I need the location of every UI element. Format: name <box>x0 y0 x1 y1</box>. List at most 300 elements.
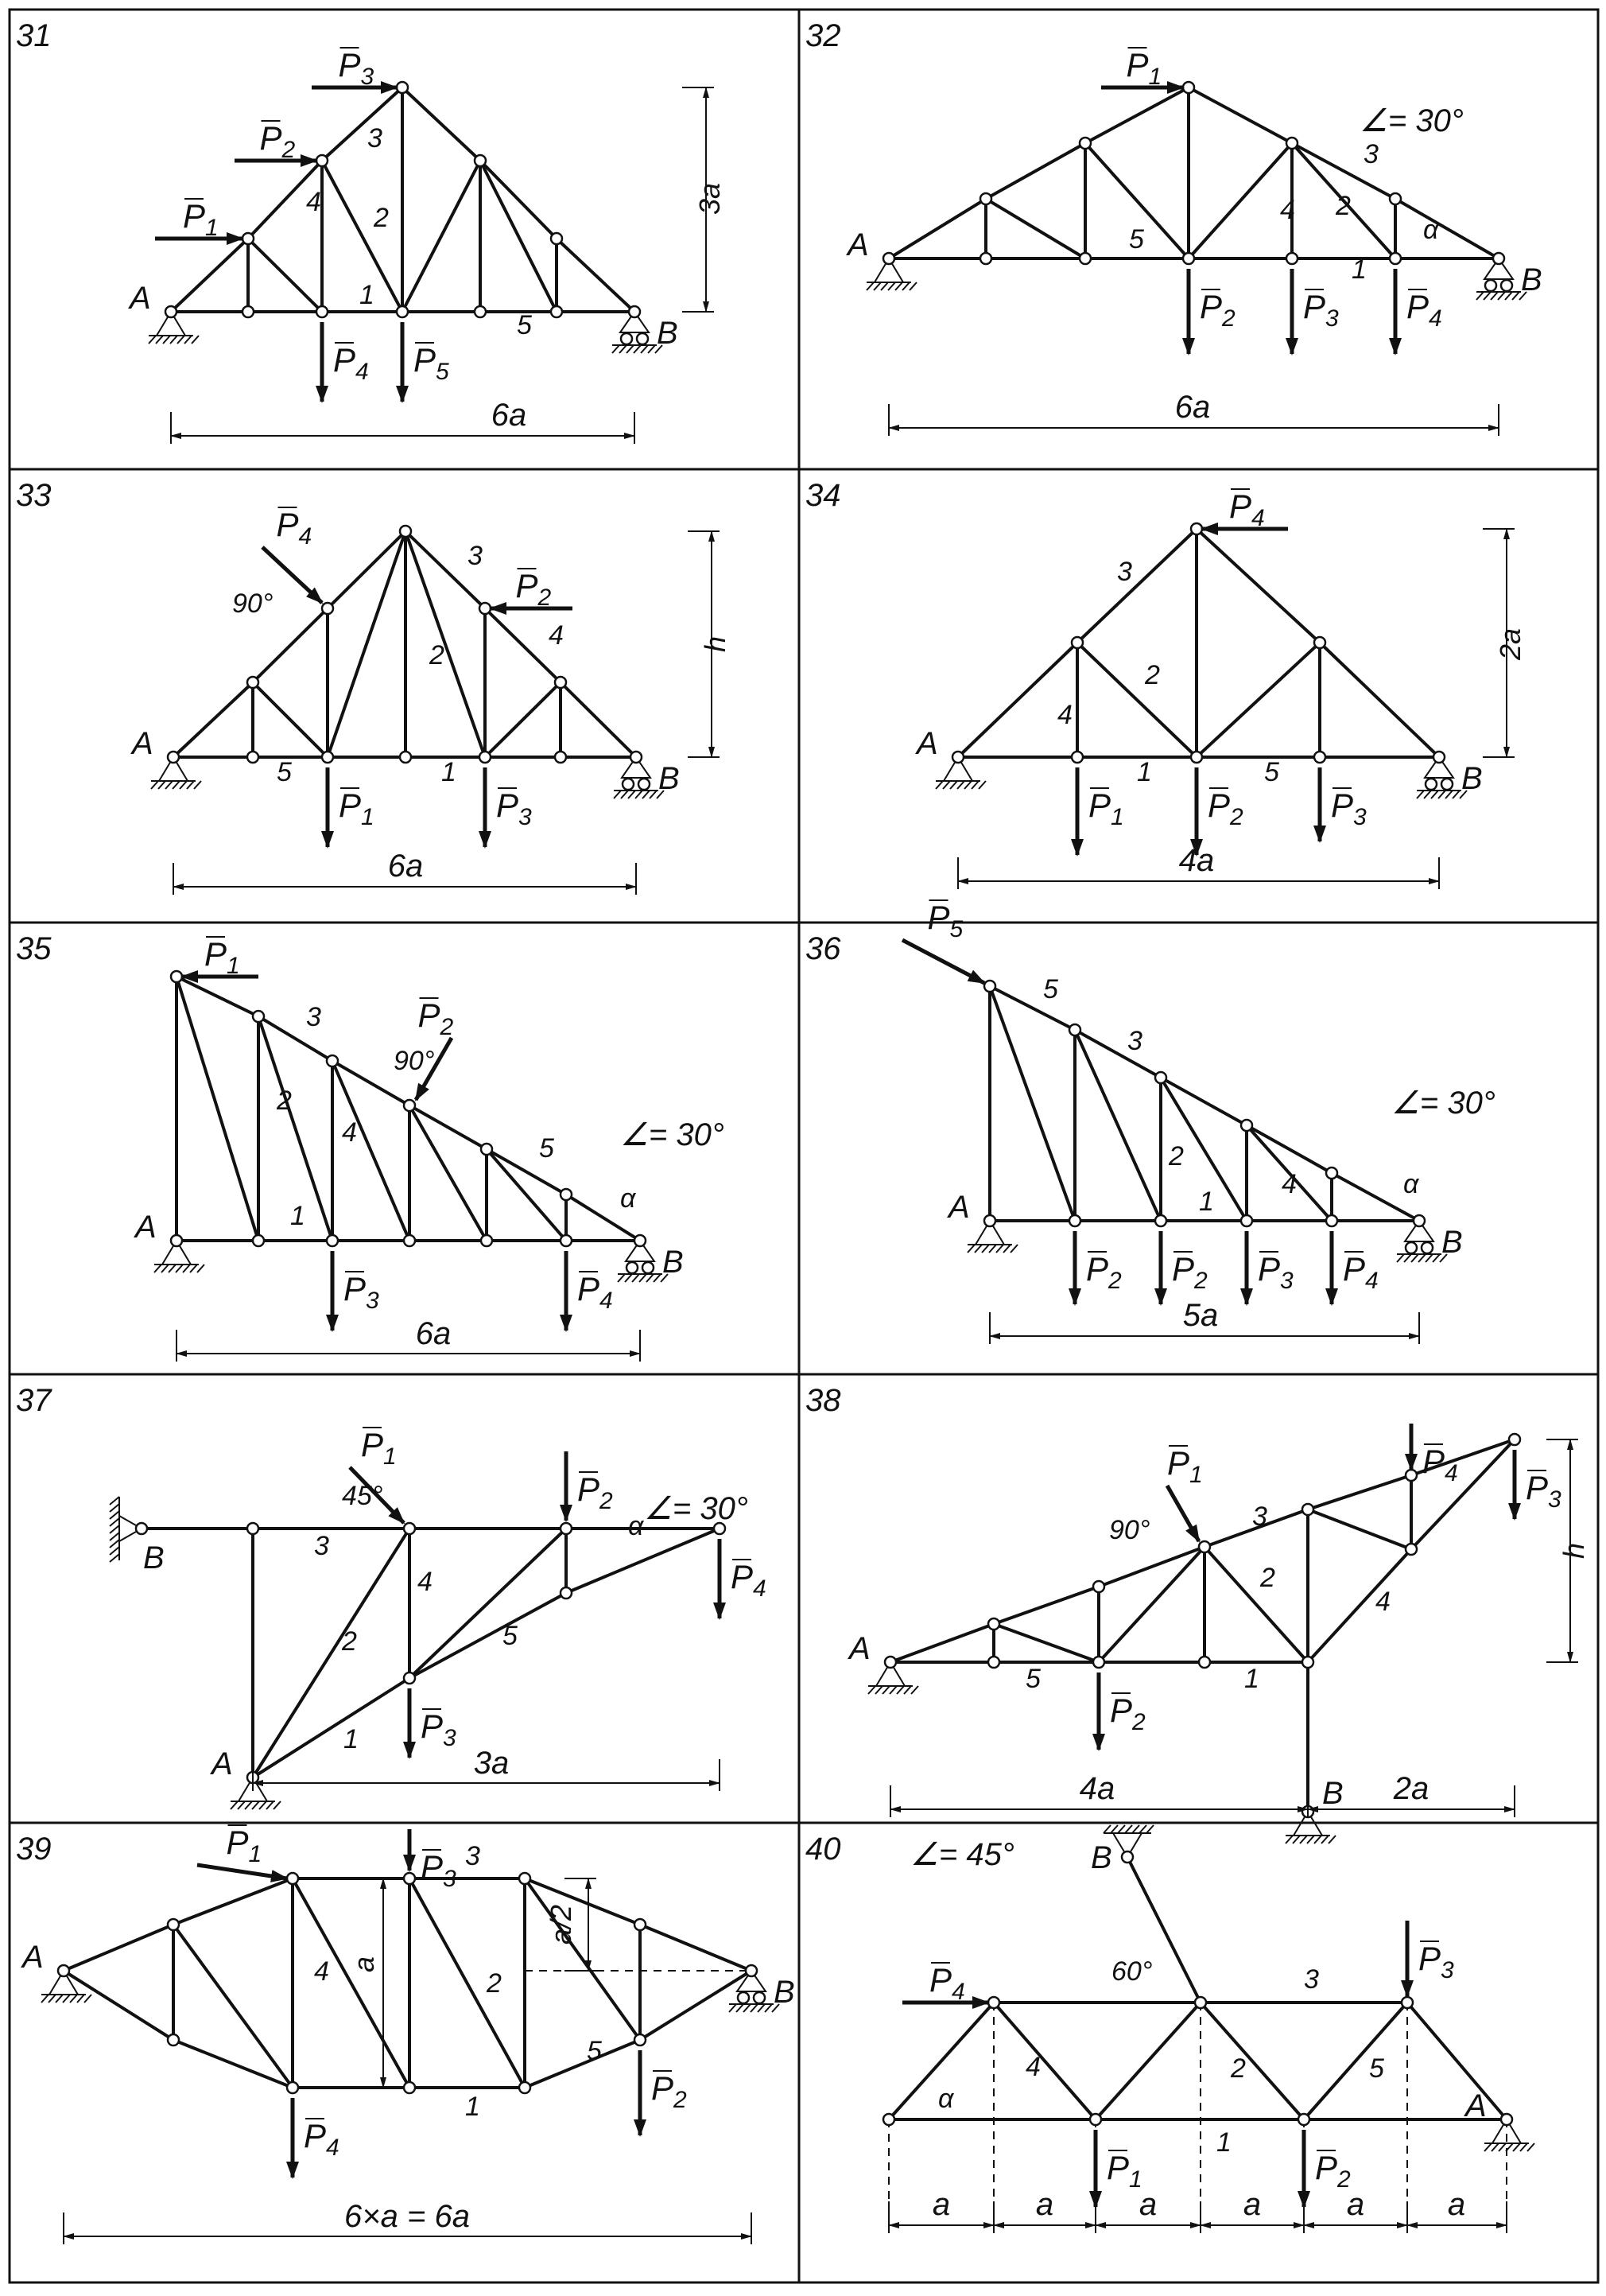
roller-wheel <box>626 1262 638 1273</box>
truss-member <box>171 239 248 312</box>
roller-wheel <box>1426 779 1437 790</box>
member-number: 4 <box>306 187 321 217</box>
problem-cell-frame <box>799 1823 1598 2282</box>
truss-member <box>1320 643 1439 757</box>
truss-joint <box>555 752 566 763</box>
truss-member <box>253 682 328 757</box>
ground-hatch <box>41 1995 48 2003</box>
ground-hatch <box>964 781 972 789</box>
wall-hatch <box>110 1525 119 1533</box>
truss-joint <box>404 2082 415 2093</box>
member-number: 2 <box>487 1968 502 1999</box>
ground-hatch <box>911 1686 918 1694</box>
ground-hatch <box>180 781 187 789</box>
ground-hatch <box>1498 292 1505 300</box>
angle-label: ∠= 30° <box>644 1491 748 1526</box>
ground-hatch <box>902 282 910 290</box>
ground-hatch <box>890 1686 897 1694</box>
support-label: B <box>774 1975 795 2010</box>
angle-label: ∠= 30° <box>1360 103 1464 138</box>
truss-joint <box>404 1100 415 1111</box>
ground-hatch <box>259 1801 266 1809</box>
truss-member <box>173 682 253 757</box>
force-label: $P_4$ <box>276 506 312 550</box>
truss-member <box>1308 1509 1411 1549</box>
ground-hatch <box>245 1801 252 1809</box>
truss-joint <box>1314 752 1325 763</box>
ceiling-hatch <box>1125 1825 1132 1833</box>
ground-hatch <box>48 1995 56 2003</box>
ground-hatch <box>765 2004 772 2012</box>
truss-joint <box>481 1235 492 1246</box>
member-number: 3 <box>1304 1964 1319 1995</box>
wall-hatch <box>110 1504 119 1512</box>
truss-member <box>890 1624 994 1662</box>
truss-joint <box>242 306 254 317</box>
dimension-label: 4a <box>1079 1771 1115 1806</box>
dimension-label: 6×a = 6a <box>344 2199 470 2234</box>
truss-member <box>889 199 986 258</box>
force-label: $P_1$ <box>183 197 219 241</box>
truss-joint <box>883 2114 894 2125</box>
ground-hatch <box>943 781 950 789</box>
ground-hatch <box>1411 1254 1418 1262</box>
truss-member <box>409 1593 566 1678</box>
ground-hatch <box>165 781 173 789</box>
member-number: 4 <box>549 620 564 651</box>
member-number: 4 <box>1057 700 1073 730</box>
member-number: 2 <box>429 640 444 670</box>
ground-hatch <box>632 1274 639 1282</box>
ground-hatch <box>1484 2143 1492 2151</box>
ceiling-hatch <box>1146 1825 1154 1833</box>
truss-member <box>1197 643 1320 757</box>
dimension-label: 6a <box>387 849 424 884</box>
truss-joint <box>634 2034 646 2045</box>
truss-member <box>1308 1549 1411 1662</box>
force-label: $P_3$ <box>1258 1250 1294 1294</box>
ground-hatch <box>646 1274 654 1282</box>
ground-hatch <box>1321 1836 1329 1843</box>
truss-member <box>1075 1030 1161 1221</box>
force-label: $P_2$ <box>1315 2149 1351 2193</box>
ground-hatch <box>895 282 902 290</box>
ground-hatch <box>1314 1836 1321 1843</box>
truss-joint <box>1286 253 1298 264</box>
member-number: 1 <box>1352 254 1367 285</box>
force-label: $P_1$ <box>1126 46 1162 90</box>
truss-joint <box>1072 752 1083 763</box>
force-label: $P_2$ <box>1208 787 1243 830</box>
truss-joint <box>1241 1215 1252 1226</box>
force-label: $P_2$ <box>515 567 552 611</box>
truss-joint <box>481 1144 492 1155</box>
truss-joint <box>1072 637 1083 648</box>
support-label: B <box>1521 262 1542 297</box>
ground-hatch <box>1476 292 1484 300</box>
ground-hatch <box>1520 2143 1527 2151</box>
force-label: $P_1$ <box>204 935 240 979</box>
truss-joint <box>327 1235 338 1246</box>
truss-joint <box>634 1919 646 1930</box>
force-label: $P_3$ <box>1331 787 1367 830</box>
member-number: 1 <box>359 280 374 310</box>
member-number: 2 <box>277 1086 292 1116</box>
member-number: 5 <box>502 1621 518 1651</box>
truss-joint <box>475 306 486 317</box>
ground-hatch <box>1397 1254 1404 1262</box>
force-label: $P_3$ <box>421 1707 456 1751</box>
truss-member <box>1247 1125 1332 1173</box>
ground-hatch <box>648 345 655 353</box>
dimension-label: a <box>1346 2187 1365 2222</box>
truss-member <box>64 1925 173 1971</box>
ground-hatch <box>897 1686 904 1694</box>
truss-joint <box>1406 1470 1417 1481</box>
truss-joint <box>952 752 964 763</box>
ground-hatch <box>650 791 657 798</box>
truss-joint <box>1390 193 1401 204</box>
angle-label: α <box>620 1183 636 1214</box>
ground-hatch <box>1433 1254 1440 1262</box>
wall-hatch <box>110 1533 119 1540</box>
truss-problem-31 <box>16 18 726 444</box>
truss-joint <box>1501 2114 1512 2125</box>
truss-member <box>173 1878 293 1925</box>
truss-joint <box>253 1011 264 1022</box>
truss-member <box>480 161 557 239</box>
ground-hatch <box>176 1265 183 1272</box>
truss-member <box>1304 2003 1407 2119</box>
truss-joint <box>1326 1167 1337 1179</box>
truss-joint <box>988 1997 999 2008</box>
truss-joint <box>980 253 991 264</box>
truss-member <box>64 1971 173 2040</box>
truss-joint <box>1093 1657 1104 1668</box>
force-label: $P_4$ <box>1343 1250 1379 1294</box>
angle-label: 90° <box>232 589 273 619</box>
force-label: $P_2$ <box>1172 1250 1208 1294</box>
truss-member <box>409 1529 566 1678</box>
ground-hatch <box>156 336 163 344</box>
support-label: A <box>948 1190 970 1225</box>
ground-hatch <box>1492 2143 1499 2151</box>
truss-joint <box>1326 1215 1337 1226</box>
member-number: 1 <box>343 1724 359 1754</box>
member-number: 3 <box>465 1841 480 1871</box>
wall-hatch <box>110 1540 119 1548</box>
support-label: A <box>849 1631 871 1666</box>
truss-member <box>253 1529 409 1777</box>
truss-joint <box>58 1965 69 1976</box>
truss-joint <box>1414 1215 1425 1226</box>
member-number: 5 <box>587 2036 602 2066</box>
angle-label: α <box>1403 1169 1419 1199</box>
force-label: $P_1$ <box>226 1824 262 1867</box>
truss-joint <box>551 233 562 244</box>
ground-hatch <box>743 2004 751 2012</box>
force-label: $P_3$ <box>1418 1940 1454 1983</box>
truss-member <box>487 1149 566 1195</box>
dimension-label: 6a <box>491 398 527 433</box>
dimension-label: 3a <box>693 182 726 216</box>
truss-joint <box>168 2034 179 2045</box>
ceiling-hatch <box>1118 1825 1125 1833</box>
truss-joint <box>561 1235 572 1246</box>
force-label: $P_3$ <box>1303 288 1339 332</box>
truss-joint <box>1090 2114 1101 2125</box>
member-number: 1 <box>1244 1664 1259 1694</box>
member-number: 1 <box>1137 757 1152 787</box>
truss-member <box>557 239 634 312</box>
ground-hatch <box>1512 292 1519 300</box>
problem-number: 34 <box>805 478 841 513</box>
truss-joint <box>479 752 491 763</box>
truss-joint <box>1433 752 1445 763</box>
angle-label: α <box>628 1511 644 1541</box>
force-label: $P_1$ <box>1107 2149 1142 2193</box>
truss-joint <box>988 1657 999 1668</box>
support-label: A <box>848 227 869 262</box>
ground-hatch <box>154 1265 161 1272</box>
truss-joint <box>1080 253 1091 264</box>
ground-hatch <box>192 336 199 344</box>
force-label: $P_2$ <box>1110 1692 1146 1735</box>
member-number: 4 <box>1280 195 1295 225</box>
truss-joint <box>479 603 491 614</box>
truss-joint <box>404 1235 415 1246</box>
truss-joint <box>1191 752 1202 763</box>
ground-hatch <box>1307 1836 1314 1843</box>
truss-problem-36 <box>805 899 1495 1344</box>
angle-label: 90° <box>1109 1515 1150 1545</box>
support-label: A <box>132 726 153 761</box>
truss-joint <box>519 2082 530 2093</box>
dimension-label: a <box>1447 2187 1466 2222</box>
truss-joint <box>1493 253 1504 264</box>
support-label: A <box>211 1746 233 1781</box>
ground-hatch <box>950 781 957 789</box>
dimension-label: 6a <box>415 1316 452 1351</box>
member-number: 3 <box>306 1002 321 1032</box>
force-label: $P_3$ <box>496 787 532 830</box>
ground-hatch <box>238 1801 245 1809</box>
truss-joint <box>883 253 894 264</box>
ground-hatch <box>883 1686 890 1694</box>
truss-member <box>561 682 636 757</box>
ground-hatch <box>979 781 986 789</box>
ground-hatch <box>63 1995 70 2003</box>
truss-joint <box>980 193 991 204</box>
member-number: 4 <box>417 1567 433 1597</box>
force-label: $P_4$ <box>731 1558 766 1602</box>
member-number: 2 <box>1260 1563 1275 1593</box>
member-number: 1 <box>441 757 456 787</box>
ground-hatch <box>1329 1836 1336 1843</box>
force-arrow <box>197 1865 287 1878</box>
dimension-label: h <box>699 635 731 653</box>
truss-joint <box>475 155 486 166</box>
ground-hatch <box>1499 2143 1506 2151</box>
truss-member <box>1189 143 1292 258</box>
truss-member <box>994 1587 1099 1624</box>
truss-problem-40 <box>805 1825 1534 2233</box>
ground-hatch <box>273 1801 281 1809</box>
truss-member <box>332 1061 409 1241</box>
ground-hatch <box>888 282 895 290</box>
angle-label: ∠= 30° <box>620 1117 724 1152</box>
support-label: B <box>1461 761 1483 796</box>
ground-hatch <box>1003 1245 1011 1253</box>
truss-joint <box>1298 2114 1309 2125</box>
ceiling-hatch <box>1104 1825 1111 1833</box>
member-number: 5 <box>1129 224 1144 254</box>
force-label: $P_4$ <box>304 2117 339 2161</box>
support-label: A <box>22 1940 44 1975</box>
truss-problem-37 <box>16 1383 766 1809</box>
dimension-label: 6a <box>1174 390 1211 425</box>
dimension-label: a <box>347 1956 380 1973</box>
ground-hatch <box>151 781 158 789</box>
ground-hatch <box>197 1265 204 1272</box>
ground-hatch <box>975 1245 982 1253</box>
truss-joint <box>1241 1120 1252 1131</box>
ground-hatch <box>904 1686 911 1694</box>
ground-hatch <box>1011 1245 1018 1253</box>
truss-joint <box>1314 637 1325 648</box>
angle-label: α <box>938 2084 954 2114</box>
force-label: $P_1$ <box>339 787 374 830</box>
member-number: 3 <box>1127 1026 1142 1056</box>
roller-wheel <box>738 1992 749 2003</box>
ground-hatch <box>56 1995 63 2003</box>
truss-joint <box>561 1189 572 1200</box>
truss-member <box>322 87 402 161</box>
member-number: 2 <box>342 1626 357 1657</box>
problem-number: 35 <box>16 931 52 966</box>
member-number: 2 <box>374 203 389 233</box>
truss-member <box>1395 199 1499 258</box>
ground-hatch <box>989 1245 996 1253</box>
truss-member <box>485 682 561 757</box>
truss-member <box>402 161 480 312</box>
force-label: $P_3$ <box>1526 1469 1561 1513</box>
wall-hatch <box>110 1511 119 1519</box>
truss-member <box>328 531 405 757</box>
truss-member <box>1099 1547 1204 1662</box>
member-number: 1 <box>1216 2127 1232 2158</box>
member-number: 3 <box>1364 139 1379 169</box>
truss-joint <box>171 1235 182 1246</box>
member-number: 5 <box>1369 2053 1384 2084</box>
ground-hatch <box>619 345 626 353</box>
ground-hatch <box>177 336 184 344</box>
truss-joint <box>1509 1434 1520 1445</box>
ground-hatch <box>1424 791 1431 798</box>
truss-member <box>293 1878 409 2088</box>
roller-wheel <box>637 333 648 344</box>
truss-problem-38 <box>805 1383 1590 1843</box>
truss-joint <box>404 1873 415 1884</box>
truss-joint <box>1302 1657 1313 1668</box>
ground-hatch <box>161 1265 169 1272</box>
problem-number: 37 <box>16 1383 52 1418</box>
ground-hatch <box>231 1801 238 1809</box>
truss-joint <box>988 1618 999 1630</box>
truss-joint <box>322 752 333 763</box>
truss-joint <box>316 155 328 166</box>
truss-member <box>1099 1547 1204 1587</box>
truss-member <box>1308 1475 1411 1509</box>
ground-hatch <box>634 345 641 353</box>
member-number: 5 <box>517 310 532 340</box>
truss-joint <box>287 2082 298 2093</box>
ceiling-hatch <box>1132 1825 1139 1833</box>
wall-hatch <box>110 1497 119 1505</box>
truss-joint <box>885 1657 896 1668</box>
force-label: $P_2$ <box>259 119 296 163</box>
truss-joint <box>1199 1657 1210 1668</box>
force-label: $P_1$ <box>1167 1444 1203 1488</box>
truss-joint <box>1080 138 1091 149</box>
wall-hatch <box>110 1518 119 1526</box>
ground-hatch <box>736 2004 743 2012</box>
ground-hatch <box>972 781 979 789</box>
truss-joint <box>1390 253 1401 264</box>
dimension-label: a <box>1035 2187 1054 2222</box>
angle-label: α <box>1423 215 1439 245</box>
member-number: 4 <box>1026 2052 1041 2082</box>
problem-number: 31 <box>16 18 52 53</box>
truss-joint <box>629 306 640 317</box>
member-number: 2 <box>1145 660 1160 690</box>
truss-member <box>994 1624 1099 1662</box>
truss-member <box>480 161 557 312</box>
truss-joint <box>1191 523 1202 534</box>
truss-joint <box>1069 1215 1080 1226</box>
truss-joint <box>397 82 408 93</box>
truss-joint <box>746 1965 757 1976</box>
ground-hatch <box>70 1995 77 2003</box>
support-label: B <box>1322 1776 1344 1811</box>
dimension-label: a <box>1243 2187 1262 2222</box>
support-label: B <box>658 761 680 796</box>
ground-hatch <box>982 1245 989 1253</box>
truss-problem-34 <box>805 478 1526 889</box>
ground-hatch <box>639 1274 646 1282</box>
truss-member <box>1077 643 1197 757</box>
roller-wheel <box>1406 1242 1417 1253</box>
truss-joint <box>1122 1851 1133 1863</box>
member-number: 2 <box>1231 2053 1246 2084</box>
ground-hatch <box>1418 1254 1426 1262</box>
truss-joint <box>171 971 182 982</box>
truss-joint <box>984 1215 995 1226</box>
ground-hatch <box>163 336 170 344</box>
force-label: $P_2$ <box>417 996 454 1040</box>
force-label: $P_1$ <box>1088 787 1124 830</box>
member-number: 4 <box>342 1117 357 1148</box>
problem-cell-frame <box>10 1374 799 1823</box>
ground-hatch <box>626 345 634 353</box>
truss-joint <box>561 1587 572 1599</box>
truss-joint <box>165 306 177 317</box>
ground-hatch <box>936 781 943 789</box>
ground-hatch <box>612 345 619 353</box>
angle-label: 90° <box>394 1046 435 1076</box>
dimension-label: 3a <box>473 1746 510 1781</box>
support-label: A <box>130 281 151 316</box>
